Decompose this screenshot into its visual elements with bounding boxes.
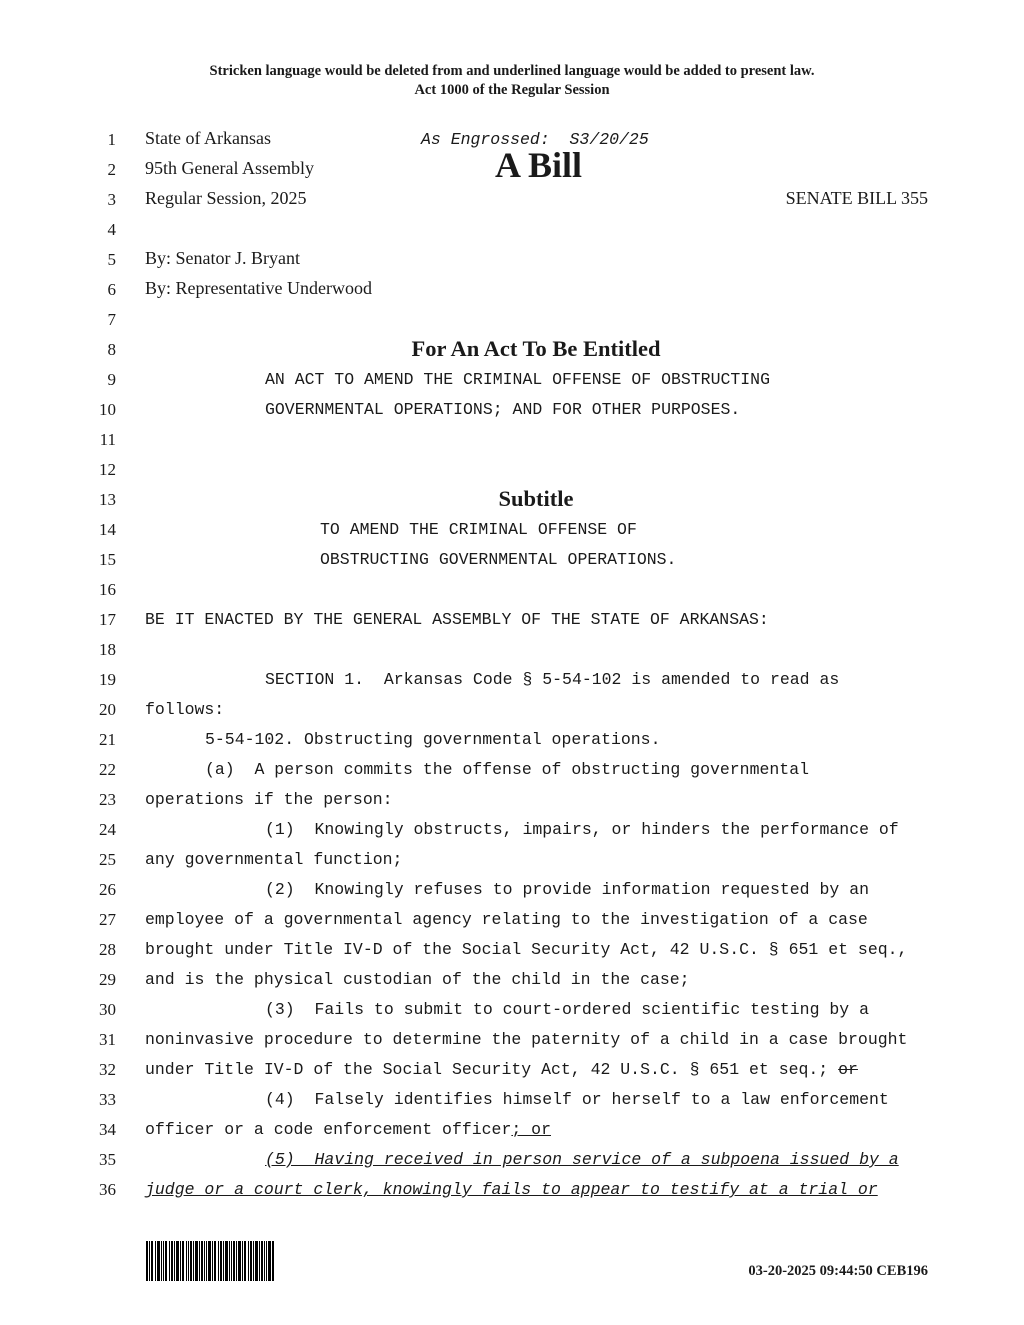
body-text: officer or a code enforcement officer xyxy=(145,1120,512,1139)
engrossed-stamp: As Engrossed: S3/20/25 xyxy=(421,130,649,149)
added-text: ; or xyxy=(511,1120,551,1139)
subtitle-line-1: TO AMEND THE CRIMINAL OFFENSE OF xyxy=(320,520,637,539)
body-line-with-addition xyxy=(145,1120,551,1139)
line-number: 35 xyxy=(99,1150,116,1169)
item-2: (2) Knowingly refuses to provide information requested by an xyxy=(265,880,869,899)
body-line: any governmental function; xyxy=(145,850,403,869)
added-text-line: judge or a court clerk, knowingly fails to appear to testify at a trial or xyxy=(145,1180,878,1199)
barcode-image xyxy=(146,1241,274,1281)
body-line: follows: xyxy=(145,700,225,719)
line-number: 27 xyxy=(99,910,116,929)
line-number: 9 xyxy=(107,370,116,389)
line-number: 4 xyxy=(107,220,116,239)
subtitle-heading: Subtitle xyxy=(498,486,574,511)
line-number: 5 xyxy=(107,250,116,269)
notice-line-2: Act 1000 of the Regular Session xyxy=(414,82,610,98)
line-number: 6 xyxy=(107,280,116,299)
line-number: 18 xyxy=(99,640,116,659)
amendment-notice xyxy=(0,62,1024,100)
act-title-line-2: GOVERNMENTAL OPERATIONS; AND FOR OTHER PURPOSES. xyxy=(265,400,741,419)
code-section-title: 5-54-102. Obstructing governmental operations. xyxy=(205,730,661,749)
notice-line-1: Stricken language would be deleted from and underlined language would be added to present law. xyxy=(209,63,815,79)
body-line: employee of a governmental agency relating to the investigation of a case xyxy=(145,910,868,929)
added-item-5: (5) Having received in person service of a subpoena issued by a xyxy=(265,1150,899,1169)
body-line: noninvasive procedure to determine the paternity of a child in a case brought xyxy=(145,1030,908,1049)
enacting-clause: BE IT ENACTED BY THE GENERAL ASSEMBLY OF THE STATE OF ARKANSAS: xyxy=(145,610,769,629)
line-number: 12 xyxy=(99,460,116,479)
line-number: 32 xyxy=(99,1060,116,1079)
line-number: 14 xyxy=(99,520,116,539)
line-number: 34 xyxy=(99,1120,116,1139)
line-number: 26 xyxy=(99,880,116,899)
line-number: 3 xyxy=(107,190,116,209)
state-name: State of Arkansas xyxy=(145,128,271,148)
line-number: 20 xyxy=(99,700,116,719)
body-line: and is the physical custodian of the child in the case; xyxy=(145,970,690,989)
sponsor-senator: By: Senator J. Bryant xyxy=(145,248,300,268)
session-label: Regular Session, 2025 xyxy=(145,188,307,208)
body-text: under Title IV-D of the Social Security Act, 42 U.S.C. § 651 et seq.; xyxy=(145,1060,829,1079)
item-3: (3) Fails to submit to court-ordered scientific testing by a xyxy=(265,1000,869,1019)
body-line: operations if the person: xyxy=(145,790,393,809)
line-number: 24 xyxy=(99,820,116,839)
line-number: 13 xyxy=(99,490,116,509)
subsection-a: (a) A person commits the offense of obstructing governmental xyxy=(205,760,809,779)
line-number: 17 xyxy=(99,610,116,629)
act-title-line-1: AN ACT TO AMEND THE CRIMINAL OFFENSE OF OBSTRUCTING xyxy=(265,370,770,389)
line-number: 23 xyxy=(99,790,116,809)
footer-timestamp-code: 03-20-2025 09:44:50 CEB196 xyxy=(748,1263,928,1279)
line-number: 33 xyxy=(99,1090,116,1109)
line-number: 2 xyxy=(107,160,116,179)
line-number: 19 xyxy=(99,670,116,689)
act-title-heading: For An Act To Be Entitled xyxy=(411,336,661,361)
bill-number: SENATE BILL 355 xyxy=(785,188,928,208)
body-line-with-strike xyxy=(145,1060,858,1079)
stricken-text: or xyxy=(838,1060,858,1079)
line-number: 31 xyxy=(99,1030,116,1049)
line-number: 25 xyxy=(99,850,116,869)
line-number: 22 xyxy=(99,760,116,779)
sponsor-representative: By: Representative Underwood xyxy=(145,278,372,298)
body-line: brought under Title IV-D of the Social Security Act, 42 U.S.C. § 651 et seq., xyxy=(145,940,908,959)
section-1-heading: SECTION 1. Arkansas Code § 5-54-102 is amended to read as xyxy=(265,670,840,689)
line-number: 11 xyxy=(99,430,116,449)
line-number: 30 xyxy=(99,1000,116,1019)
line-number: 16 xyxy=(99,580,116,599)
item-1: (1) Knowingly obstructs, impairs, or hinders the performance of xyxy=(265,820,899,839)
line-number: 10 xyxy=(99,400,116,419)
line-number: 7 xyxy=(107,310,116,329)
subtitle-line-2: OBSTRUCTING GOVERNMENTAL OPERATIONS. xyxy=(320,550,677,569)
line-number: 29 xyxy=(99,970,116,989)
line-number: 8 xyxy=(107,340,116,359)
line-number: 15 xyxy=(99,550,116,569)
general-assembly: 95th General Assembly xyxy=(145,158,314,178)
line-number: 36 xyxy=(99,1180,116,1199)
document-type-title: A Bill xyxy=(495,145,583,185)
line-number: 1 xyxy=(107,130,116,149)
line-number: 21 xyxy=(99,730,116,749)
item-4: (4) Falsely identifies himself or herself to a law enforcement xyxy=(265,1090,889,1109)
line-number: 28 xyxy=(99,940,116,959)
